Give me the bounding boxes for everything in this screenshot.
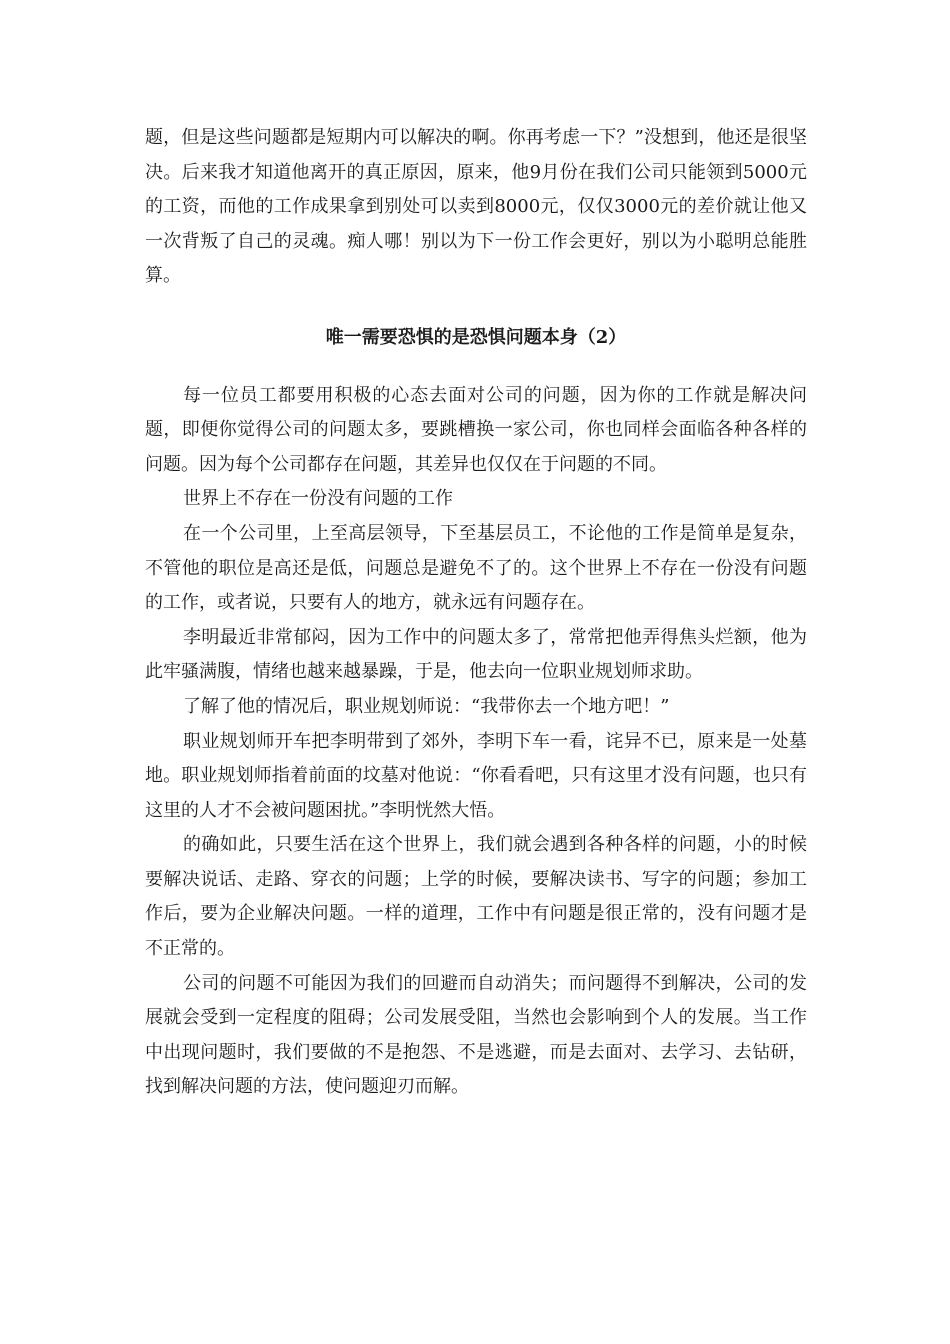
body-paragraph: 公司的问题不可能因为我们的回避而自动消失；而问题得不到解决，公司的发展就会受到一定程度的阻碍；公司发展受阻，当然也会影响到个人的发展。当工作中出现问题时，我们要做的不是抱怨、不是逃避，而是去面对、去学习、去钻研，找到解决问题的方法，使问题迎刃而解。 <box>145 972 807 1098</box>
body-paragraph: 每一位员工都要用积极的心态去面对公司的问题，因为你的工作就是解决问题，即便你觉得公司的问题太多，要跳槽换一家公司，你也同样会面临各种各样的问题。因为每个公司都存在问题，其差异也仅仅在于问题的不同。 <box>145 384 807 475</box>
section-heading: 唯一需要恐惧的是恐惧问题本身（2） <box>325 326 627 348</box>
body-paragraph: 李明最近非常郁闷，因为工作中的问题太多了，常常把他弄得焦头烂额，他为此牢骚满腹，情绪也越来越暴躁，于是，他去向一位职业规划师求助。 <box>145 626 807 683</box>
subheading-paragraph: 世界上不存在一份没有问题的工作 <box>183 488 453 510</box>
body-paragraph: 职业规划师开车把李明带到了郊外，李明下车一看，诧异不已，原来是一处墓地。职业规划师指着前面的坟墓对他说：“你看看吧，只有这里才没有问题，也只有这里的人才不会被问题困扰。”李明恍然大悟。 <box>145 730 807 821</box>
intro-paragraph: 题，但是这些问题都是短期内可以解决的啊。你再考虑一下？”没想到，他还是很坚决。后来我才知道他离开的真正原因，原来，他9月份在我们公司只能领到5000元的工资，而他的工作成果拿到别处可以卖到8000元，仅仅3000元的差价就让他又一次背叛了自己的灵魂。痴人哪！别以为下一份工作会更好，别以为小聪明总能胜算。 <box>145 127 807 287</box>
body-paragraph: 在一个公司里，上至高层领导，下至基层员工，不论他的工作是简单是复杂，不管他的职位是高还是低，问题总是避免不了的。这个世界上不存在一份没有问题的工作，或者说，只要有人的地方，就永远有问题存在。 <box>145 522 807 614</box>
body-paragraph: 的确如此，只要生活在这个世界上，我们就会遇到各种各样的问题，小的时候要解决说话、走路、穿衣的问题；上学的时候，要解决读书、写字的问题；参加工作后，要为企业解决问题。一样的道理，工作中有问题是很正常的，没有问题才是不正常的。 <box>145 834 807 960</box>
document-body <box>145 121 807 1105</box>
body-paragraph: 了解了他的情况后，职业规划师说：“我带你去一个地方吧！” <box>183 695 670 717</box>
